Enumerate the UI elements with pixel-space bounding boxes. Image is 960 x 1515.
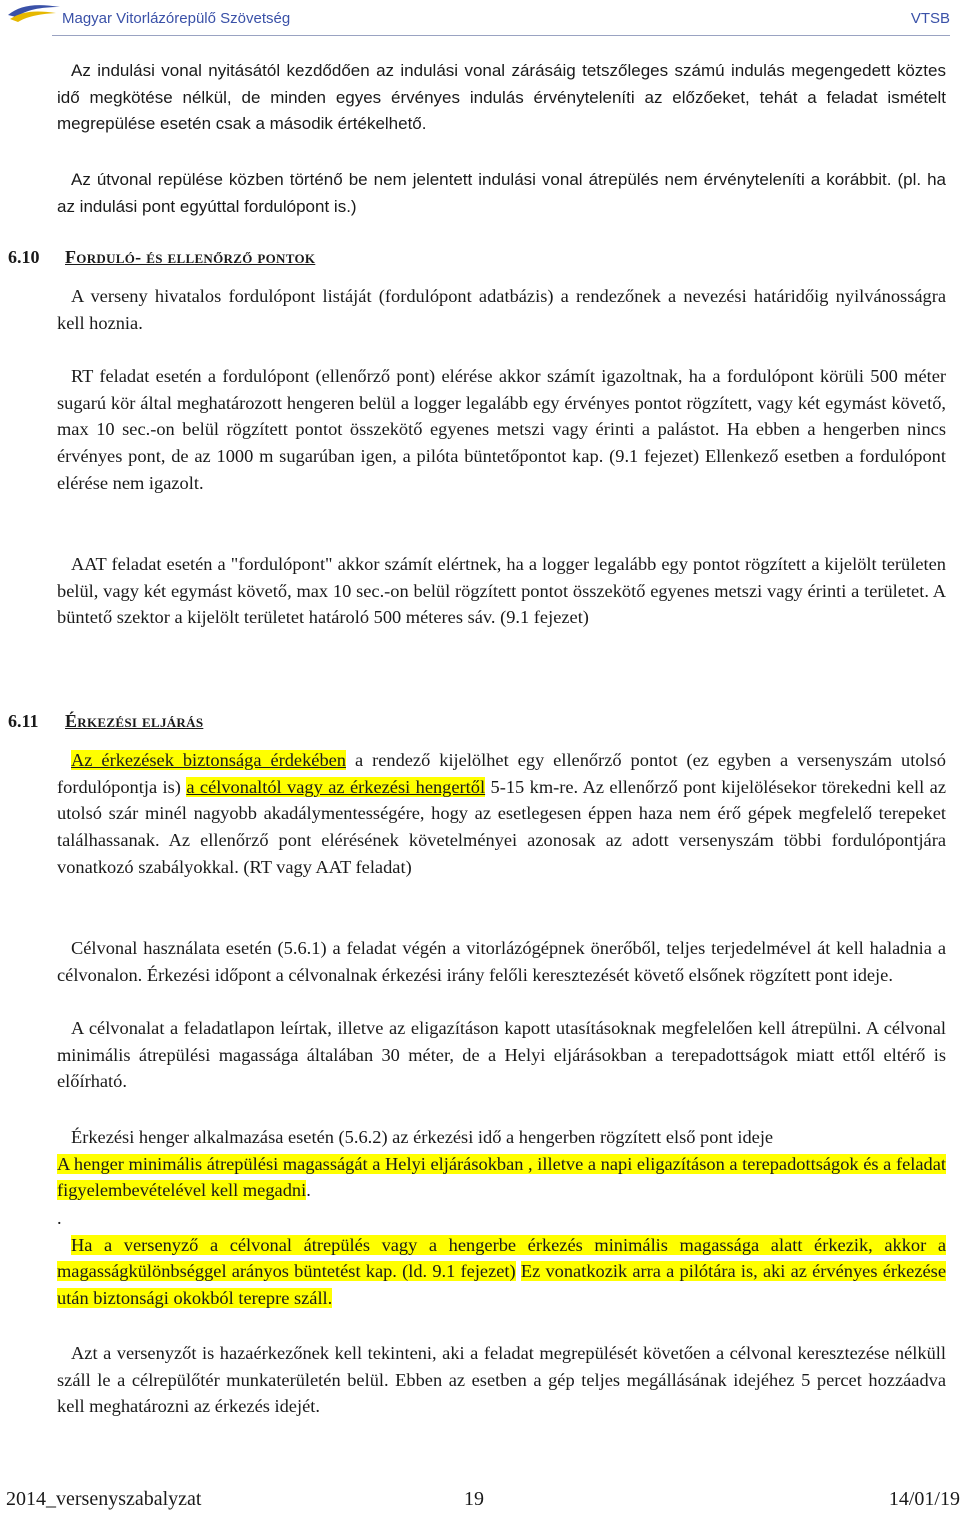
highlighted-text: A henger minimális átrepülési magasságát a Helyi eljárásokban , illetve a napi eligazításon a terepadottságok és a feladat figyelembevételével kell megadni	[57, 1153, 946, 1201]
highlighted-text: Ez vonatkozik arra a pilótára is, aki az érvényes érkezése után biztonsági okokból terepre száll.	[57, 1261, 946, 1309]
page-header	[0, 0, 960, 40]
document-code: VTSB	[910, 10, 950, 27]
section-number: 6.10	[8, 247, 40, 267]
paragraph: RT feladat esetén a fordulópont (ellenőrző pont) elérése akkor számít igazoltnak, ha a fordulópont körüli 500 méter sugarú kör által meghatározott hengeren belül a logger legalább egy érvényes pontot rögzített, vagy két egymást követő, max 10 sec.-on belül rögzített pontot összekötő egyenes metszi vagy érinti a palástot. Ha ebben a hengerben nincs érvényes pont, de az 1000 m sugarúban igen, a pilóta büntetőpontot kap. (9.1 fejezet) Ellenkező esetben a fordulópont elérése nem igazolt.	[57, 366, 946, 493]
paragraph: Az érkezések biztonsága érdekében a rendező kijelölhet egy ellenőrző pontot (ez egyben a versenyszám utolsó fordulópontja is) a célvonaltól vagy az érkezési hengertől 5-15 km-re. Az ellenőrző pont kijelölésekor törekedni kell az utolsó szár minél nagyobb akadálymentességére, hogy az esetlegesen éppen haza nem érő gépek megfelelő terepeket találhassanak. Az ellenőrző pont elérésének követelményei azonosak az adott versenyszám többi fordulópontjára vonatkozó szabályokkal. (RT vagy AAT feladat)	[57, 750, 946, 877]
paragraph: Érkezési henger alkalmazása esetén (5.6.2) az érkezési idő a hengerben rögzített első pont ideje A henger minimális átrepülési magasságát a Helyi eljárásokban , illetve a napi eligazításon a terepadottságok és a feladat figyelembevételével kell megadni.	[57, 1127, 946, 1201]
paragraph: AAT feladat esetén a "fordulópont" akkor számít elértnek, ha a logger legalább egy pontot rögzített a kijelölt területen belül, vagy két egymást követő, max 10 sec.-on belül rögzített pontot összekötő egyenes metszi vagy érinti a területet. A büntető szektor a kijelölt területet határoló 500 méteres sáv. (9.1 fejezet)	[57, 554, 946, 628]
paragraph: A célvonalat a feladatlapon leírtak, illetve az eligazításon kapott utasításoknak megfelelően kell átrepülni. A célvonal minimális átrepülési magassága általában 30 méter, de a Helyi eljárásokban a terepadottságok miatt ettől eltérő is előírható.	[57, 1018, 946, 1092]
paragraph: Az indulási vonal nyitásától kezdődően az indulási vonal zárásáig tetszőleges számú indulás megengedett köztes idő megkötése nélkül, de minden egyes érvényes indulás érvényteleníti az előzőeket, tehát a feladat ismételt megrepülése esetén csak a második értékelhető.	[57, 61, 946, 134]
paragraph: Az útvonal repülése közben történő be nem jelentett indulási vonal átrepülés nem érvényteleníti a korábbit. (pl. ha az indulási pont egyúttal fordulópont is.)	[57, 170, 946, 216]
page-number: 19	[464, 1488, 484, 1510]
paragraph: Célvonal használata esetén (5.6.1) a feladat végén a vitorlázógépnek önerőből, teljes terjedelmével át kell haladnia a célvonalon. Érkezési időpont a célvonalnak érkezési irány felőli keresztezését követő elsőnek rögzített pont ideje.	[57, 938, 946, 985]
paragraph: A verseny hivatalos fordulópont listáját (fordulópont adatbázis) a rendezőnek a nevezési határidőig nyilvánosságra kell hoznia.	[57, 286, 946, 333]
section-number: 6.11	[8, 711, 39, 731]
paragraph: . Ha a versenyző a célvonal átrepülés vagy a hengerbe érkezés minimális magassága alatt érkezik, akkor a magasságkülönbséggel arányos büntetést kap. (ld. 9.1 fejezet) Ez vonatkozik arra a pilótára is, aki az érvényes érkezése után biztonsági okokból terepre száll.	[57, 1208, 946, 1309]
paragraph: Azt a versenyzőt is hazaérkezőnek kell tekinteni, aki a feladat megrepülését követően a célvonal keresztezése nélküll száll le a célrepülőtér munkaterületén belül. Ebben az esetben a gép teljes megállásának idejéhez 5 percet hozzáadva kell meghatározni az érkezés idejét.	[57, 1343, 946, 1417]
header-divider	[52, 35, 950, 36]
footer-date: 14/01/19	[888, 1488, 960, 1510]
section-title: Érkezési eljárás	[65, 711, 204, 731]
organization-name: Magyar Vitorlázórepülő Szövetség	[62, 10, 291, 27]
section-title: Forduló- és ellenőrző pontok	[65, 247, 316, 267]
footer-document-name: 2014_versenyszabalyzat	[6, 1488, 202, 1510]
section-heading-6-11	[8, 711, 203, 732]
highlighted-text: a célvonaltól vagy az érkezési hengertől	[186, 776, 486, 797]
highlighted-text: Ha a versenyző a célvonal átrepülés vagy a hengerbe érkezés minimális magassága alatt érkezik, akkor a magasságkülönbséggel arányos büntetést kap. (ld. 9.1 fejezet)	[57, 1234, 946, 1282]
glider-logo-icon	[6, 1, 62, 31]
section-heading-6-10	[8, 247, 315, 268]
highlighted-text: Az érkezések biztonsága érdekében	[71, 750, 347, 770]
